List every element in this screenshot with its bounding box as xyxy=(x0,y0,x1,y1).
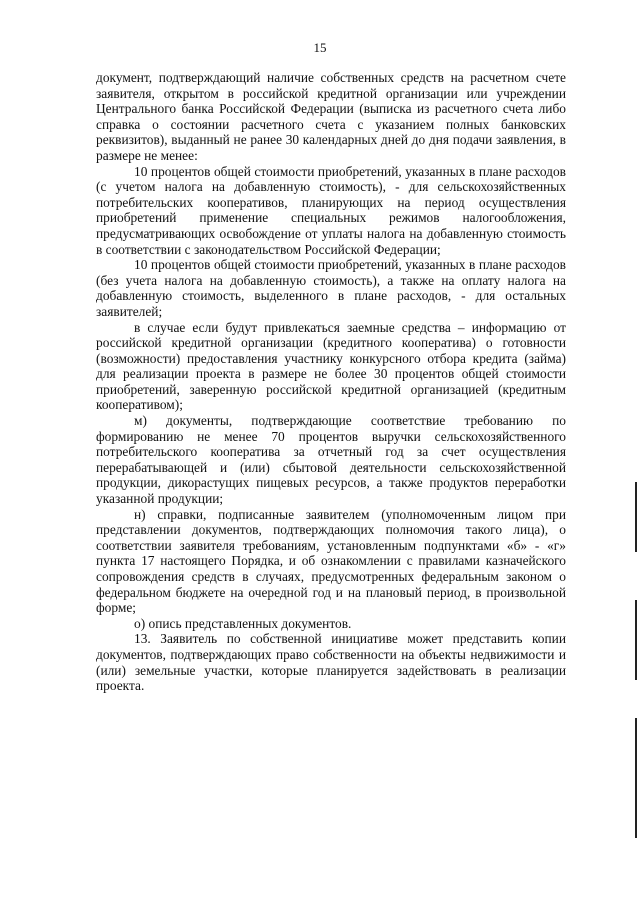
document-body xyxy=(96,70,566,694)
scan-edge-mark xyxy=(635,718,637,838)
paragraph-item-n: н) справки, подписанные заявителем (уполномоченным лицом при представлении документов, подтверждающих полномочия такого лица), о соответствии заявителя требованиям, установленным подпунктами «б» - «г» пункта 17 настоящего Порядка, и об ознакомлении с правилами казначейского сопровождения средств в случаях, предусмотренных федеральным законом о федеральном бюджете на очередной год и на плановый период, в произвольной форме; xyxy=(96,506,566,616)
paragraph-clause-13: 13. Заявитель по собственной инициативе может представить копии документов, подтверждающих право собственности на объекты недвижимости и (или) земельные участки, которые планируется задействовать в реализации проекта. xyxy=(96,631,566,694)
paragraph-10-percent-cooperatives: 10 процентов общей стоимости приобретений, указанных в плане расходов (с учетом налога на добавленную стоимость), - для сельскохозяйственных потребительских кооперативов, планирующих на период осуществления приобретений применение специальных режимов налогообложения, предусматривающих освобождение от уплаты налога на добавленную стоимость в соответствии с законодательством Российской Федерации; xyxy=(96,163,566,257)
scan-edge-mark xyxy=(635,482,637,552)
paragraph-item-o: о) опись представленных документов. xyxy=(134,615,352,631)
scan-edge-mark xyxy=(635,600,637,680)
page-number: 15 xyxy=(313,40,327,55)
paragraph-item-m: м) документы, подтверждающие соответствие требованию по формированию не менее 70 процентов выручки сельскохозяйственного потребительского кооператива за отчетный год за счет осуществления перерабатывающей и (или) сбытовой деятельности сельскохозяйственной продукции, дикорастущих пищевых ресурсов, а также продуктов переработки указанной продукции; xyxy=(96,413,566,507)
paragraph-own-funds: документ, подтверждающий наличие собственных средств на расчетном счете заявителя, открытом в российской кредитной организации или учреждении Центрального банка Российской Федерации (выписка из расчетного счета либо справка о состоянии расчетного счета с указанием полных банковских реквизитов), выданный не ранее 30 календарных дней до дня подачи заявления, в размере не менее: xyxy=(96,70,566,163)
paragraph-borrowed-funds: в случае если будут привлекаться заемные средства – информацию от российской кредитной организации (кредитного кооператива) о готовности (возможности) предоставления участнику конкурсного отбора кредита (займа) для реализации проекта в размере не более 30 процентов общей стоимости приобретений, заверенную российской кредитной организацией (кредитным кооперативом); xyxy=(96,319,566,413)
paragraph-10-percent-others: 10 процентов общей стоимости приобретений, указанных в плане расходов (без учета налога на добавленную стоимость), а также на оплату налога на добавленную стоимость, выделенного в плане расходов, - для остальных заявителей; xyxy=(96,257,566,319)
